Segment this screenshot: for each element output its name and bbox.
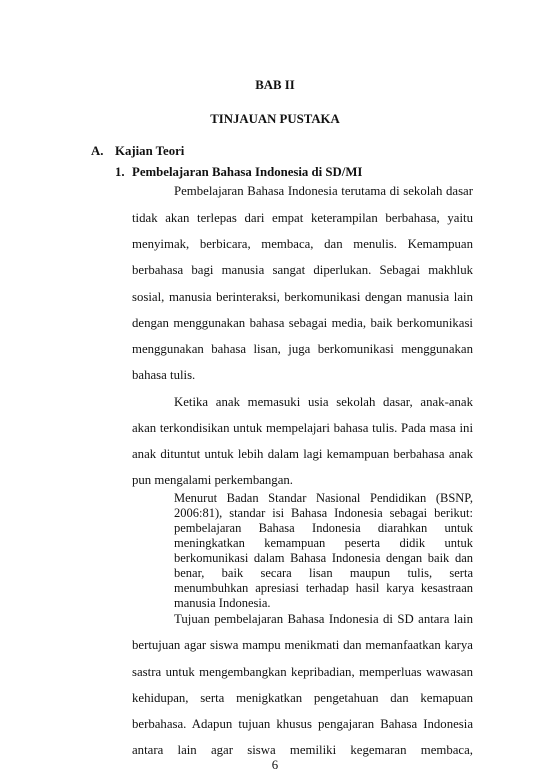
paragraph-line: berbahasa. Adapun tujuan khusus pengajaran Bahasa Indonesia bbox=[132, 717, 473, 731]
paragraph-line: menyimak, berbicara, membaca, dan menulis. Kemampuan bbox=[132, 237, 473, 251]
subsection-heading bbox=[115, 165, 362, 180]
paragraph-line: bertujuan agar siswa mampu menikmati dan memanfaatkan karya bbox=[132, 638, 473, 652]
quote-line: Menurut Badan Standar Nasional Pendidikan (BSNP, bbox=[174, 491, 473, 505]
paragraph-line: kehidupan, serta menigkatkan pengetahuan dan kemapuan bbox=[132, 691, 473, 705]
paragraph-line: berbahasa bagi manusia sangat diperlukan. Sebagai makhluk bbox=[132, 263, 473, 277]
paragraph-line: sastra untuk mengembangkan kepribadian, memperluas wawasan bbox=[132, 665, 473, 679]
quote-line: benar, baik secara lisan maupun tulis, serta bbox=[174, 566, 473, 580]
paragraph-line: Tujuan pembelajaran Bahasa Indonesia di SD antara lain bbox=[174, 612, 473, 626]
quote-line: berkomunikasi dalam Bahasa Indonesia dengan baik dan bbox=[174, 551, 473, 565]
paragraph-line: anak dituntut untuk lebih dalam lagi kemampuan berbahasa anak bbox=[132, 447, 473, 461]
section-title: Kajian Teori bbox=[115, 144, 185, 158]
paragraph-line: menggunakan bahasa lisan, juga berkomunikasi menggunakan bbox=[132, 342, 473, 356]
paragraph-line: dengan menggunakan bahasa sebagai media, baik berkomunikasi bbox=[132, 316, 473, 330]
paragraph-line: bahasa tulis. bbox=[132, 368, 196, 382]
chapter-label: BAB II bbox=[255, 78, 295, 92]
subsection-marker: 1. bbox=[115, 165, 125, 179]
page-number: 6 bbox=[271, 758, 279, 772]
paragraph-line: pun mengalami perkembangan. bbox=[132, 473, 293, 487]
paragraph-line: tidak akan terlepas dari empat keterampilan berbahasa, yaitu bbox=[132, 211, 473, 225]
quote-line: menumbuhkan apresiasi terhadap hasil karya kesastraan bbox=[174, 581, 473, 595]
section-marker: A. bbox=[91, 144, 104, 158]
quote-line: 2006:81), standar isi Bahasa Indonesia sebagai berikut: bbox=[174, 506, 473, 520]
paragraph-line: Pembelajaran Bahasa Indonesia terutama di sekolah dasar bbox=[174, 184, 473, 198]
section-heading bbox=[91, 144, 184, 159]
subsection-title: Pembelajaran Bahasa Indonesia di SD/MI bbox=[132, 165, 363, 179]
paragraph-line: akan terkondisikan untuk mempelajari bahasa tulis. Pada masa ini bbox=[132, 421, 473, 435]
quote-line: meningkatkan kemampuan peserta didik untuk bbox=[174, 536, 473, 550]
paragraph-line: antara lain agar siswa memiliki kegemaran membaca, bbox=[132, 743, 473, 757]
chapter-title: TINJAUAN PUSTAKA bbox=[210, 112, 340, 126]
quote-line: manusia Indonesia. bbox=[174, 596, 271, 610]
paragraph-line: sosial, manusia berinteraksi, berkomunikasi dengan manusia lain bbox=[132, 290, 473, 304]
paragraph-line: Ketika anak memasuki usia sekolah dasar, anak-anak bbox=[174, 395, 473, 409]
quote-line: pembelajaran Bahasa Indonesia diarahkan untuk bbox=[174, 521, 473, 535]
